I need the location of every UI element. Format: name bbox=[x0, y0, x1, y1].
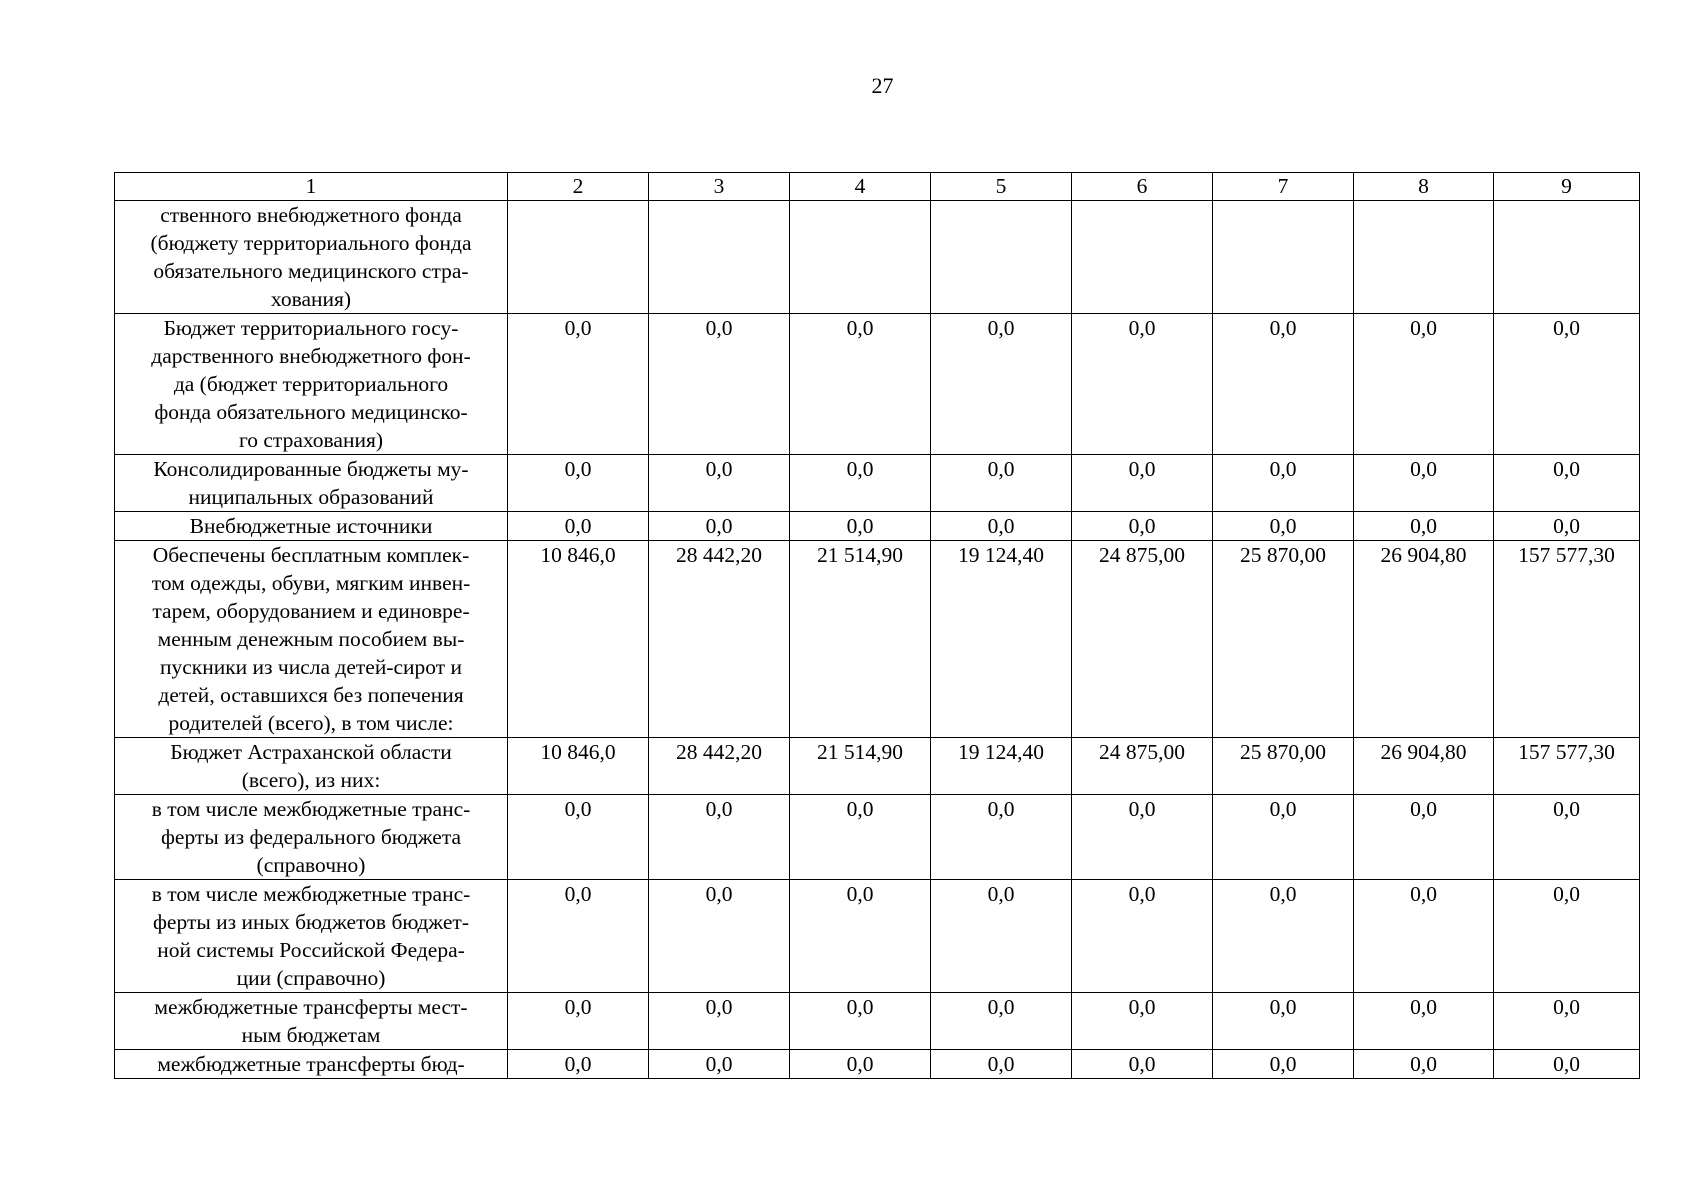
row-label-line: да (бюджет территориального bbox=[173, 372, 449, 396]
value-cell: 0,0 bbox=[1072, 314, 1213, 455]
row-label-line: менным денежным пособием вы- bbox=[157, 627, 465, 651]
value-cell: 0,0 bbox=[649, 795, 790, 880]
value-cell: 0,0 bbox=[1354, 993, 1494, 1050]
table-row bbox=[115, 512, 1640, 541]
value-cell: 0,0 bbox=[931, 455, 1072, 512]
value-cell: 0,0 bbox=[790, 880, 931, 993]
column-number-header: 4 bbox=[790, 173, 931, 201]
row-label bbox=[115, 795, 508, 880]
row-label-line: ферты из федерального бюджета bbox=[160, 825, 462, 849]
column-number-header: 1 bbox=[115, 173, 508, 201]
column-number-header: 5 bbox=[931, 173, 1072, 201]
value-cell: 0,0 bbox=[931, 993, 1072, 1050]
table-row bbox=[115, 795, 1640, 880]
value-cell: 0,0 bbox=[1072, 880, 1213, 993]
table-row bbox=[115, 1050, 1640, 1079]
row-label-line: пускники из числа детей-сирот и bbox=[159, 655, 463, 679]
row-label-line: го страхования) bbox=[238, 428, 384, 452]
table-row bbox=[115, 455, 1640, 512]
row-label-line: ной системы Российской Федера- bbox=[157, 938, 465, 962]
value-cell: 0,0 bbox=[1354, 1050, 1494, 1079]
row-label bbox=[115, 993, 508, 1050]
row-label-line: в том числе межбюджетные транс- bbox=[151, 797, 471, 821]
row-label-line: межбюджетные трансферты мест- bbox=[154, 995, 468, 1019]
column-number-header: 6 bbox=[1072, 173, 1213, 201]
value-cell: 0,0 bbox=[931, 795, 1072, 880]
value-cell: 28 442,20 bbox=[649, 541, 790, 738]
table-row bbox=[115, 541, 1640, 738]
table-row bbox=[115, 880, 1640, 993]
row-label bbox=[115, 1050, 508, 1079]
value-cell: 0,0 bbox=[790, 455, 931, 512]
column-number-header: 9 bbox=[1494, 173, 1640, 201]
value-cell: 157 577,30 bbox=[1494, 541, 1640, 738]
value-cell: 0,0 bbox=[508, 795, 649, 880]
value-cell: 0,0 bbox=[1354, 880, 1494, 993]
value-cell: 0,0 bbox=[931, 512, 1072, 541]
value-cell: 0,0 bbox=[1354, 314, 1494, 455]
row-label bbox=[115, 880, 508, 993]
value-cell: 28 442,20 bbox=[649, 738, 790, 795]
row-label-line: в том числе межбюджетные транс- bbox=[151, 882, 471, 906]
column-number-header: 8 bbox=[1354, 173, 1494, 201]
value-cell: 0,0 bbox=[649, 993, 790, 1050]
value-cell: 10 846,0 bbox=[508, 738, 649, 795]
value-cell: 0,0 bbox=[790, 795, 931, 880]
value-cell: 21 514,90 bbox=[790, 738, 931, 795]
value-cell: 26 904,80 bbox=[1354, 541, 1494, 738]
value-cell: 0,0 bbox=[508, 1050, 649, 1079]
row-label bbox=[115, 455, 508, 512]
value-cell: 0,0 bbox=[1494, 314, 1640, 455]
row-label-line: детей, оставшихся без попечения bbox=[158, 683, 464, 707]
row-label-line: ции (справочно) bbox=[236, 966, 386, 990]
row-label-line: Обеспечены бесплатным комплек- bbox=[152, 543, 470, 567]
value-cell: 0,0 bbox=[790, 314, 931, 455]
column-number-header: 2 bbox=[508, 173, 649, 201]
value-cell: 0,0 bbox=[931, 314, 1072, 455]
table-row bbox=[115, 993, 1640, 1050]
row-label-line: (бюджету территориального фонда bbox=[150, 231, 472, 255]
value-cell: 0,0 bbox=[649, 880, 790, 993]
value-cell: 0,0 bbox=[1354, 512, 1494, 541]
value-cell bbox=[649, 201, 790, 314]
value-cell: 0,0 bbox=[1494, 512, 1640, 541]
row-label bbox=[115, 201, 508, 314]
value-cell: 0,0 bbox=[790, 512, 931, 541]
value-cell: 0,0 bbox=[1354, 795, 1494, 880]
value-cell: 0,0 bbox=[1213, 795, 1354, 880]
row-label-line: Внебюджетные источники bbox=[189, 514, 433, 538]
value-cell: 0,0 bbox=[1213, 314, 1354, 455]
row-label-line: ным бюджетам bbox=[241, 1023, 381, 1047]
value-cell: 25 870,00 bbox=[1213, 541, 1354, 738]
value-cell: 0,0 bbox=[508, 455, 649, 512]
value-cell: 0,0 bbox=[1072, 1050, 1213, 1079]
value-cell: 0,0 bbox=[1494, 993, 1640, 1050]
value-cell bbox=[1072, 201, 1213, 314]
row-label-line: Консолидированные бюджеты му- bbox=[153, 457, 469, 481]
table-row bbox=[115, 201, 1640, 314]
row-label-line: дарственного внебюджетного фон- bbox=[151, 344, 471, 368]
row-label-line: межбюджетные трансферты бюд- bbox=[157, 1052, 465, 1076]
value-cell: 26 904,80 bbox=[1354, 738, 1494, 795]
value-cell: 157 577,30 bbox=[1494, 738, 1640, 795]
value-cell: 0,0 bbox=[1213, 512, 1354, 541]
row-label bbox=[115, 541, 508, 738]
value-cell: 0,0 bbox=[1354, 455, 1494, 512]
row-label-line: обязательного медицинского стра- bbox=[153, 259, 469, 283]
value-cell: 0,0 bbox=[790, 993, 931, 1050]
value-cell: 0,0 bbox=[1072, 993, 1213, 1050]
row-label-line: том одежды, обуви, мягким инвен- bbox=[151, 571, 471, 595]
value-cell bbox=[790, 201, 931, 314]
value-cell bbox=[931, 201, 1072, 314]
value-cell: 0,0 bbox=[931, 880, 1072, 993]
value-cell bbox=[1354, 201, 1494, 314]
value-cell: 0,0 bbox=[1494, 1050, 1640, 1079]
value-cell: 25 870,00 bbox=[1213, 738, 1354, 795]
value-cell bbox=[1213, 201, 1354, 314]
value-cell: 0,0 bbox=[649, 455, 790, 512]
budget-table bbox=[114, 172, 1640, 1079]
row-label bbox=[115, 314, 508, 455]
value-cell: 0,0 bbox=[508, 993, 649, 1050]
value-cell bbox=[508, 201, 649, 314]
page-number: 27 bbox=[871, 73, 894, 98]
value-cell: 0,0 bbox=[508, 314, 649, 455]
value-cell bbox=[1494, 201, 1640, 314]
value-cell: 0,0 bbox=[1494, 795, 1640, 880]
row-label-line: родителей (всего), в том числе: bbox=[168, 711, 454, 735]
value-cell: 10 846,0 bbox=[508, 541, 649, 738]
column-number-row bbox=[115, 173, 1640, 201]
value-cell: 0,0 bbox=[931, 1050, 1072, 1079]
row-label-line: (всего), из них: bbox=[241, 768, 381, 792]
value-cell: 0,0 bbox=[1213, 880, 1354, 993]
value-cell: 24 875,00 bbox=[1072, 738, 1213, 795]
row-label-line: Бюджет Астраханской области bbox=[170, 740, 452, 764]
row-label-line: ственного внебюджетного фонда bbox=[160, 203, 462, 227]
value-cell: 24 875,00 bbox=[1072, 541, 1213, 738]
value-cell: 0,0 bbox=[1213, 1050, 1354, 1079]
row-label-line: фонда обязательного медицинско- bbox=[154, 400, 468, 424]
row-label-line: ферты из иных бюджетов бюджет- bbox=[153, 910, 469, 934]
column-number-header: 3 bbox=[649, 173, 790, 201]
row-label bbox=[115, 738, 508, 795]
row-label-line: Бюджет территориального госу- bbox=[163, 316, 459, 340]
value-cell: 21 514,90 bbox=[790, 541, 931, 738]
table-row bbox=[115, 314, 1640, 455]
value-cell: 0,0 bbox=[1213, 455, 1354, 512]
value-cell: 19 124,40 bbox=[931, 738, 1072, 795]
value-cell: 0,0 bbox=[649, 512, 790, 541]
value-cell: 0,0 bbox=[1494, 455, 1640, 512]
row-label bbox=[115, 512, 508, 541]
value-cell: 0,0 bbox=[1072, 512, 1213, 541]
value-cell: 0,0 bbox=[508, 512, 649, 541]
value-cell: 0,0 bbox=[1213, 993, 1354, 1050]
value-cell: 0,0 bbox=[790, 1050, 931, 1079]
value-cell: 0,0 bbox=[1494, 880, 1640, 993]
row-label-line: (справочно) bbox=[256, 853, 366, 877]
value-cell: 19 124,40 bbox=[931, 541, 1072, 738]
table-row bbox=[115, 738, 1640, 795]
row-label-line: тарем, оборудованием и единовре- bbox=[152, 599, 470, 623]
row-label-line: хования) bbox=[270, 287, 352, 311]
value-cell: 0,0 bbox=[1072, 795, 1213, 880]
value-cell: 0,0 bbox=[649, 314, 790, 455]
table-body bbox=[115, 173, 1640, 1079]
column-number-header: 7 bbox=[1213, 173, 1354, 201]
value-cell: 0,0 bbox=[649, 1050, 790, 1079]
value-cell: 0,0 bbox=[1072, 455, 1213, 512]
value-cell: 0,0 bbox=[508, 880, 649, 993]
row-label-line: ниципальных образований bbox=[188, 485, 434, 509]
